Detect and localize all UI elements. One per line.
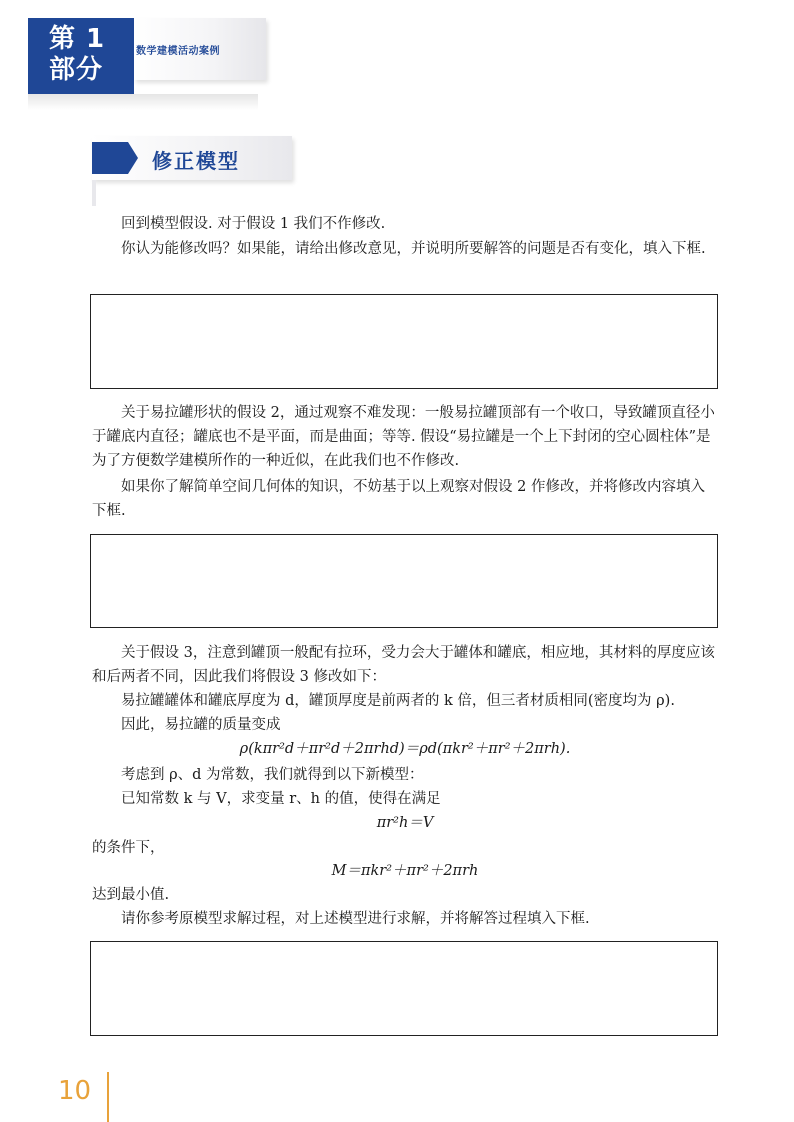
paragraph-6: 易拉罐罐体和罐底厚度为 d，罐顶厚度是前两者的 k 倍，但三者材质相同(密度均为 ρ). [121, 693, 675, 709]
page-number: 10 [58, 1076, 92, 1106]
paragraph-5: 关于假设 3，注意到罐顶一般配有拉环，受力会大于罐体和罐底，相应地，其材料的厚度应该和后两者不同，因此我们将假设 3 修改如下： [92, 645, 715, 685]
header-shadow [28, 94, 258, 110]
paragraph-8: 考虑到 ρ、d 为常数，我们就得到以下新模型： [121, 767, 424, 783]
answer-box-3[interactable] [90, 941, 718, 1036]
paragraph-11: 达到最小值. [92, 887, 170, 903]
banner-rule [92, 180, 96, 206]
paragraph-9: 已知常数 k 与 V，求变量 r、h 的值，使得在满足 [121, 791, 441, 807]
part-label-line1: 第 1 [49, 24, 106, 54]
part-label-line2: 部分 [49, 55, 104, 85]
section-banner [92, 136, 292, 180]
paragraph-3: 关于易拉罐形状的假设 2，通过观察不难发现：一般易拉罐顶部有一个收口，导致罐顶直径小于罐底内直径；罐底也不是平面，而是曲面；等等. 假设“易拉罐是一个上下封闭的空心圆柱体”是为了方便数学建模所作的一种近似，在此我们也不作修改. [92, 405, 715, 469]
paragraph-1: 回到模型假设. 对于假设 1 我们不作修改. [121, 216, 386, 232]
answer-box-2[interactable] [90, 534, 718, 628]
section-arrow-icon [92, 136, 140, 180]
answer-box-1[interactable] [90, 294, 718, 389]
part-tab [28, 18, 134, 94]
paragraph-7: 因此，易拉罐的质量变成 [121, 717, 281, 733]
equation-mass: ρ(kπr²d＋πr²d＋2πrhd)＝ρd(πkr²＋πr²＋2πrh). [239, 741, 571, 757]
page-number-rule [107, 1072, 109, 1122]
part-subtitle: 数学建模活动案例 [134, 18, 266, 80]
paragraph-10: 的条件下， [92, 840, 165, 856]
section-title: 修正模型 [152, 149, 240, 173]
paragraph-12: 请你参考原模型求解过程，对上述模型进行求解，并将解答过程填入下框. [121, 911, 590, 927]
paragraph-4: 如果你了解简单空间几何体的知识，不妨基于以上观察对假设 2 作修改，并将修改内容填入下框. [92, 479, 705, 519]
equation-constraint: πr²h＝V [376, 815, 434, 831]
paragraph-2: 你认为能修改吗？如果能，请给出修改意见，并说明所要解答的问题是否有变化，填入下框. [121, 241, 706, 257]
equation-objective: M＝πkr²＋πr²＋2πrh [331, 863, 479, 879]
